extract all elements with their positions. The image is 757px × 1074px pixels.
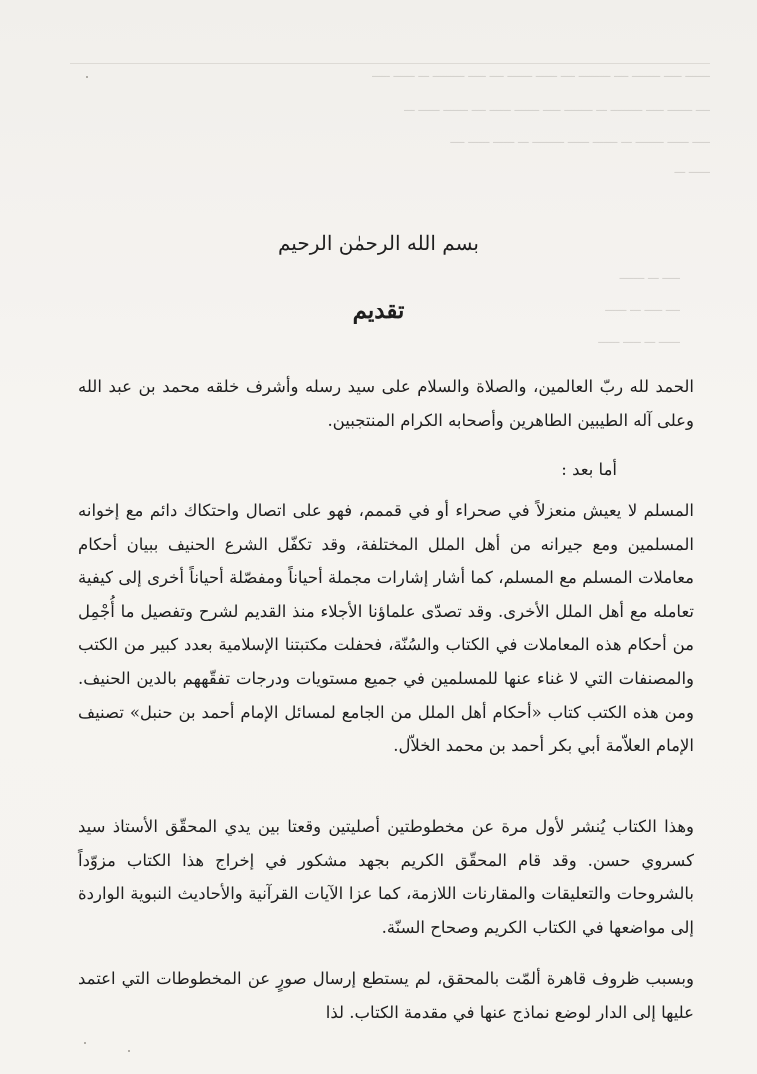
main-paragraph [78, 494, 694, 763]
show-through-text: ــــــ ـــ [674, 162, 710, 176]
show-through-rule [70, 63, 710, 64]
basmala: بسم الله الرحمٰن الرحيم [277, 231, 479, 255]
paragraph-text: وبسبب ظروف قاهرة ألمّت بالمحقق، لم يستطع إرسال صورٍ عن المخطوطات التي اعتمد عليها إلى الدار لوضع نماذج عنها في مقدمة الكتاب. لذا [78, 969, 694, 1022]
show-through-text: ـــــــ ـــــ ــــــــ ــــ ـــــــــ ــــ ــــــ ـــــــ ــــ ـــــ ـــــــــ ـــ ــــــ ـــــ [372, 66, 710, 80]
show-through-text: ــــــ ـــ ـــــ ــــــ [598, 332, 680, 346]
paper-speck [128, 1050, 130, 1052]
closing-paragraph [78, 962, 694, 1029]
paper-speck [86, 76, 88, 78]
opening-paragraph [78, 370, 694, 437]
show-through-text: ــــ ـــــــ ـــــ ـــــــــ ـــ ــــــــ ـــــ ـــــــ ــــــ ــــ ـــــــ ــــــ ـــ [404, 100, 710, 114]
paragraph-text: الحمد لله ربّ العالمين، والصلاة والسلام على سيد رسله وأشرف خلقه محمد بن عبد الله وعلى آله الطيبين الطاهرين وأصحابه الكرام المنتجبين. [78, 377, 694, 430]
paragraph-text: وهذا الكتاب يُنشر لأول مرة عن مخطوطتين أصليتين وقعتا بين يدي المحقّق الأستاذ سيد كسروي حسن. وقد قام المحقّق الكريم بجهد مشكور في إخراج هذا الكتاب مزوّداً بالشروحات والتعليقات والمقارنات اللازمة، كما عزا الآيات القرآنية والأحاديث النبوية الواردة إلى مواضعها في الكتاب الكريم وصحاح السنّة. [78, 817, 694, 937]
ama-baad-heading: أما بعد : [561, 460, 617, 479]
show-through-text: ـــــ ـــ ـــــــ [619, 268, 680, 282]
paper-speck [84, 1042, 86, 1044]
page-title: تقديم [352, 297, 405, 324]
show-through-text: ــــ ـــــ ـــ ــــــ [605, 300, 680, 314]
show-through-text: ـــــ ــــــ ــــــــ ـــ ـــــــ ــــــ ـــــــــ ـــ ــــــ ــــــ ــــ [450, 132, 710, 146]
paragraph-text: المسلم لا يعيش منعزلاً في صحراء أو في قممم، فهو على اتصال واحتكاك دائم مع إخوانه المسلمين ومع جيرانه من أهل الملل المختلفة، وقد تكفّل الشرع الحنيف ببيان أحكام معاملات المسلم مع المسلم، كما أشار إشارات مجملة أحياناً ومفصّلة أحياناً أخرى إلى كيفية تعامله مع أهل الملل الأخرى. وقد تصدّى علماؤنا الأجلاء منذ القديم لشرح وتفصيل ما أُجْمِل من أحكام هذه المعاملات في الكتاب والسُنّة، فحفلت مكتبتنا الإسلامية بعدد كبير من الكتب والمصنفات التي لا غناء عنها للمسلمين في جميع مستويات ودرجات تفقّههم بالدين الحنيف. ومن هذه الكتب كتاب «أحكام أهل الملل من الجامع لمسائل الإمام أحمد بن حنبل» تصنيف الإمام العلاّمة أبي بكر أحمد بن محمد الخلاّل. [78, 501, 694, 756]
second-paragraph [78, 810, 694, 944]
